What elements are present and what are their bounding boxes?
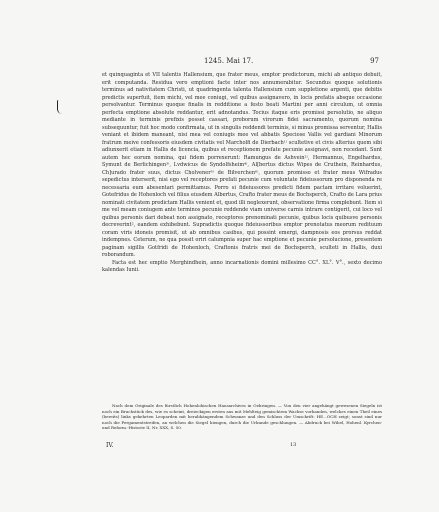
- page-header: [116, 57, 379, 67]
- volume-mark: IV.: [106, 442, 114, 449]
- footnote-text: Nach dem Originale des fürstlich Hohenlohischen Hausarchives in Oehringen. — Von den vier angehängt gewesenen Siegeln ist noch ein Bruchstück des, wie es scheint, dreieckigen ersten aus mit Mehlteig gemischtem Wachse vorhanden, welches einen Theil eines (bereits) links gekehrten Leoparden mit herabhängendem Schwanze und den Schluss der Umschrift: HE...OCH zeigt; sonst sind nur noch die Pergamentstreifen, an welchen die Siegel hiengen, durch die Urkunde geschlungen. — Abdruck bei Wibel, Hohenl. Kyrchen- und Reform.-Historie II, Nr. XXX, S. 50.: [102, 403, 382, 431]
- printer-signature: [102, 442, 382, 452]
- header-date: 1245. Mai 17.: [204, 57, 254, 65]
- page-number: 97: [370, 57, 379, 65]
- body-paragraph-closing: Facta est hec emptio Merghindhein, anno incarnationis domini millesimo CC°. XL°. V°., sexto decimo kalendas Iunii.: [102, 259, 382, 273]
- sheet-mark: 13: [290, 442, 297, 448]
- margin-bracket-mark: [57, 100, 62, 114]
- main-text: [102, 72, 382, 275]
- footnote: [102, 403, 382, 431]
- body-paragraph: et quinquaginta et VII talentis Hallensium, que frater meus, emptor predictorum, michi ab antiquo debuit, erit computanda. Residua vero emptioni facte inter nos annumerabitur. Secundus quoque solutionis terminus ad nativitatem Christi, ut quadringenta talenta Hallensium cum suppletione argenti, que debitis predictis superfuit, item michi, vel mee coniugi, vel quibus assignavero, in locis prefatis absque occasione persolvantur. Terminus quoque finalis in redditione a festo beati Martini per anni circulum, ut omnia perfecta emptione absolute reddantur, erit adnotandus. Tocius itaque eris promissi persolutio, ne aliquo mediante in terminis prefixis posset cassari, proborum virorum fidei sacramento, quorum nomina subsequuntur, fuit hoc modo confirmata, ut in singulis reddendi terminis, si minus promissa serventur, Hallis veniant et ibidem maneant, nisi mea vel coniugis mee vel abbatis Speciose Vallis vel gardiani Minorum fratrum meive confessoris eiusdem civitatis vel Marcholfi de Dierbach¹⁾ scultetive et civis alterius quem sibi adiunxerit etiam in Hallis de licencia, quibus et receptionem prefate pecunie assignavi, non recedant. Sunt autem hec eorum nomina, qui fidem porrexerunt: Ramungus de Ashvein²⁾, Hermannus, Engelhardus, Symunt de Berlichingen³⁾, Lvdwicus de Syndolfsheim⁴⁾, Al[bertus dictus Wipes de Cruthein, Reinhardus, Ch]urado frater suus, dictus Cholvener⁵⁾ de Bilverchen⁶⁾, quorum promisso et frater meus Wifradus sepedictus interserit, nisi ego vel receptores prefati pecunie cum voluntate fideiussorum pro disponenda re necessaria eum abesentari permittamus. Porro si fideiussores predicti fidem pactam irritare voluerint, Gotefridus de Hohenloch vel filius eiusdem Albertus, Crafto frater meus de Bochsperch, Crafto de Lara prius nominati civitatem predictam Hallis venient et, quod illi neglexerunt, observatione firma complebunt. Item si me vel meam coniugem ante terminos pecunie reddende viam universe carnis intrare contigerit, cui loco vel quibus personis dari debeat non assignato, receptores prenominati pecunie, quibus locis quibusve personis decreverint², eandem exhibebunt. Supradictis quoque fideiussoribus emptor prenotatus meorum redituum coram viris idoneis promisit, ut ab omnibus casibus, qui possint emergi, dampnosis eos prorsus reddat indempnes. Ceterum, ne qua possit oriri calumpnia super hac emptione et pecunie persolucione, presentem paginam sigillis Gotfridi de Hohenloch, Craftonis fratris mei de Bochsperch, sculteti in Hallis, duxi roborandum.: [102, 72, 382, 258]
